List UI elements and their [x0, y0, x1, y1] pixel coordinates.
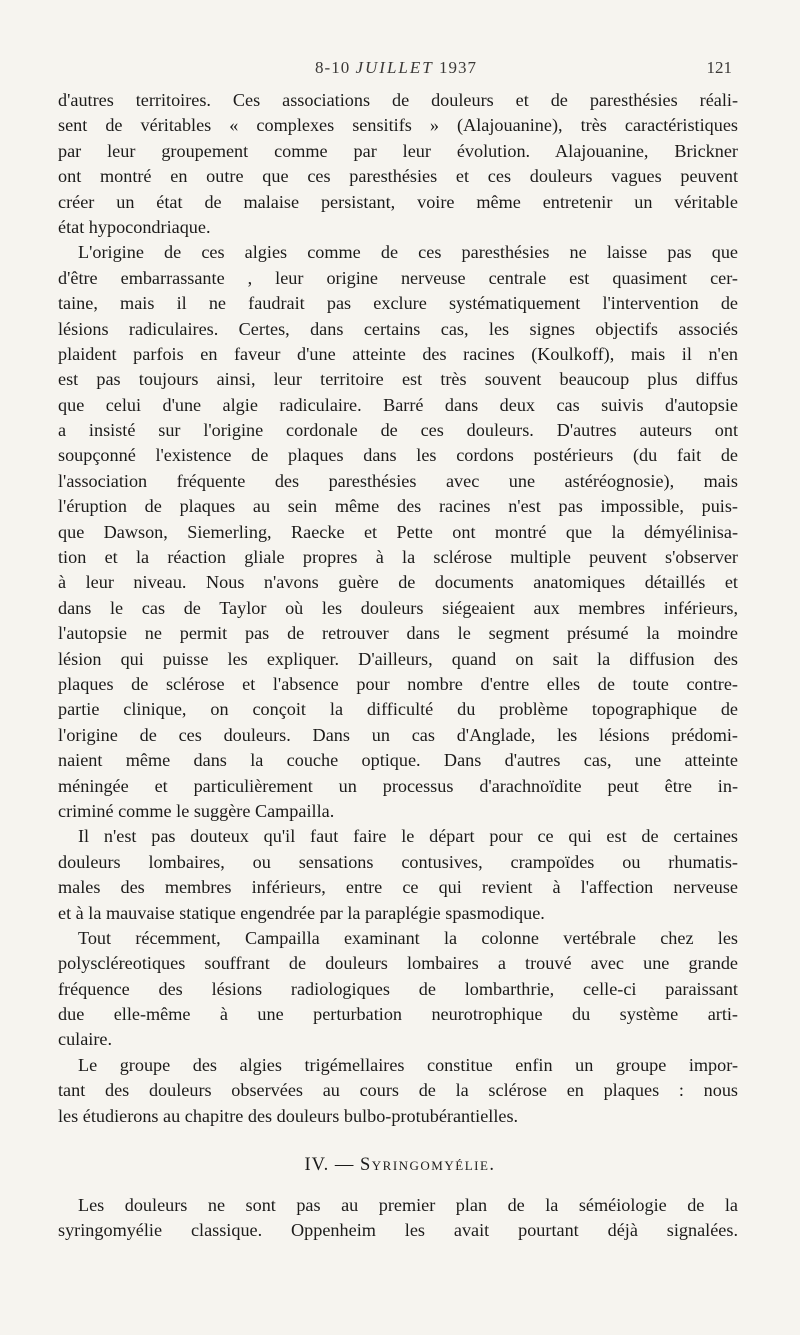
text-line: L'origine de ces algies comme de ces paresthésies ne laisse pas que: [78, 242, 738, 263]
text-line: l'origine de ces douleurs. Dans un cas d'Anglade, les lésions prédomi-: [58, 724, 738, 745]
text-line: créer un état de malaise persistant, voire même entretenir un véritable: [58, 191, 738, 212]
text-line: culaire.: [58, 1029, 113, 1050]
text-line: que Dawson, Siemerling, Raecke et Pette ont montré que la démyélinisa-: [58, 521, 738, 542]
header-month: JUILLET: [355, 58, 434, 77]
text-line: que celui d'une algie radiculaire. Barré dans deux cas suivis d'autopsie: [58, 394, 738, 415]
text-line: par leur groupement comme par leur évolution. Alajouanine, Brickner: [58, 140, 738, 161]
text-line: est pas toujours ainsi, leur territoire est très souvent beaucoup plus diffus: [58, 369, 738, 390]
text-line: Tout récemment, Campailla examinant la colonne vertébrale chez les: [78, 927, 738, 948]
text-line: ont montré en outre que ces paresthésies et ces douleurs vagues peuvent: [58, 166, 738, 187]
text-line: tant des douleurs observées au cours de la sclérose en plaques : nous: [58, 1080, 738, 1101]
header-date-prefix: 8-10: [315, 58, 351, 77]
body-text: [58, 88, 738, 1129]
section-body-text: [58, 1193, 738, 1244]
text-line: criminé comme le suggère Campailla.: [58, 800, 335, 821]
text-line: lésions radiculaires. Certes, dans certains cas, les signes objectifs associés: [58, 318, 738, 339]
text-line: l'association fréquente des paresthésies avec une astéréognosie), mais: [58, 470, 738, 491]
text-line: d'être embarrassante , leur origine nerveuse centrale est quasiment cer-: [58, 267, 738, 288]
text-line: Les douleurs ne sont pas au premier plan de la séméiologie de la: [78, 1195, 738, 1215]
text-line: l'autopsie ne permit pas de retrouver dans le segment présumé la moindre: [58, 623, 738, 644]
running-header: [60, 58, 732, 84]
text-line: état hypocondriaque.: [58, 216, 211, 237]
header-date: [60, 58, 732, 78]
text-line: Le groupe des algies trigémellaires constitue enfin un groupe impor-: [78, 1054, 738, 1075]
text-line: males des membres inférieurs, entre ce qui revient à l'affection nerveuse: [58, 877, 738, 898]
header-year: 1937: [438, 58, 477, 77]
section-number: IV. —: [304, 1155, 355, 1175]
text-line: plaident parfois en faveur d'une atteinte des racines (Koulkoff), mais il n'en: [58, 343, 738, 364]
text-line: l'éruption de plaques au sein même des racines n'est pas impossible, puis-: [58, 496, 738, 517]
text-line: à leur niveau. Nous n'avons guère de documents anatomiques détaillés et: [58, 572, 738, 593]
text-line: naient même dans la couche optique. Dans d'autres cas, une atteinte: [58, 750, 738, 771]
text-line: tion et la réaction gliale propres à la sclérose multiple peuvent s'observer: [58, 547, 738, 568]
page-number: 121: [706, 58, 732, 77]
text-line: Il n'est pas douteux qu'il faut faire le départ pour ce qui est de certaines: [78, 826, 738, 847]
text-line: et à la mauvaise statique engendrée par la paraplégie spasmodique.: [58, 902, 545, 923]
text-line: lésion qui puisse les expliquer. D'ailleurs, quand on sait la diffusion des: [58, 648, 738, 669]
text-line: due elle-même à une perturbation neurotrophique du système arti-: [58, 1004, 738, 1025]
text-line: sent de véritables « complexes sensitifs » (Alajouanine), très caractéristiques: [58, 115, 738, 136]
text-line: douleurs lombaires, ou sensations contusives, crampoïdes ou rhumatis-: [58, 851, 738, 872]
text-line: plaques de sclérose et l'absence pour nombre d'entre elles de toute contre-: [58, 673, 738, 694]
text-line: d'autres territoires. Ces associations de douleurs et de paresthésies réali-: [58, 90, 738, 110]
text-line: partie clinique, on conçoit la difficulté du problème topographique de: [58, 699, 738, 720]
text-line: méningée et particulièrement un processus d'arachnoïdite peut être in-: [58, 775, 738, 796]
text-line: syringomyélie classique. Oppenheim les avait pourtant déjà signalées.: [58, 1220, 738, 1241]
text-line: dans le cas de Taylor où les douleurs siégeaient aux membres inférieurs,: [58, 597, 738, 618]
text-line: a insisté sur l'origine cordonale de ces douleurs. D'autres auteurs ont: [58, 420, 738, 441]
text-line: les étudierons au chapitre des douleurs bulbo-protubérantielles.: [58, 1105, 519, 1126]
text-line: soupçonné l'existence de plaques dans les cordons postérieurs (du fait de: [58, 445, 738, 466]
text-line: taine, mais il ne faudrait pas exclure systématiquement l'intervention de: [58, 293, 738, 314]
text-line: fréquence des lésions radiologiques de lombarthrie, celle-ci paraissant: [58, 978, 738, 999]
section-heading: [0, 1155, 800, 1176]
section-title: Syringomyélie.: [359, 1155, 496, 1175]
text-line: polyscléreotiques souffrant de douleurs lombaires a trouvé avec une grande: [58, 953, 738, 974]
